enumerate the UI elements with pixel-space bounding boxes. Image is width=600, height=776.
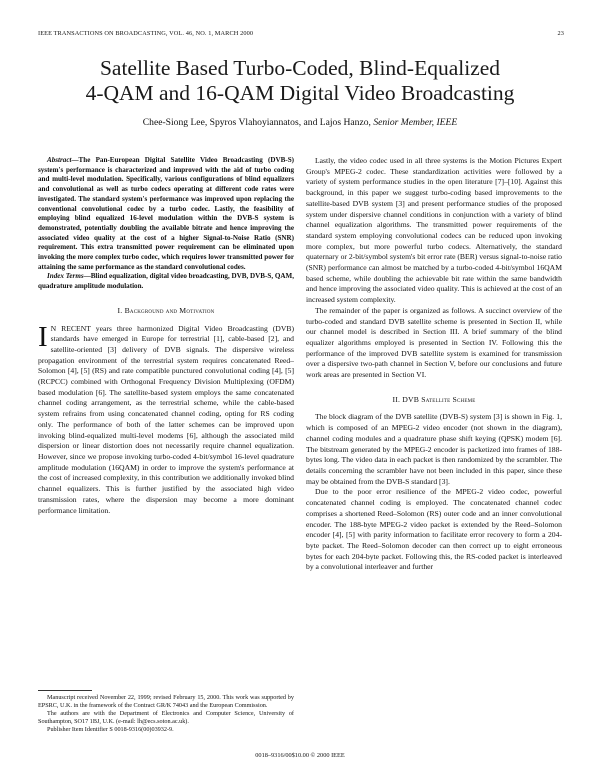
footnote-affiliation: The authors are with the Department of Electronics and Computer Science, University of Southampton, SO17 1BJ, U.K. (e-mail: lh@ecs.soton.ac.uk).	[38, 710, 294, 726]
journal-name: IEEE TRANSACTIONS ON BROADCASTING, VOL. 46, NO. 1, MARCH 2000	[38, 30, 254, 37]
section-2-paragraph-1: The block diagram of the DVB satellite (DVB-S) system [3] is shown in Fig. 1, which is composed of an MPEG-2 video encoder (not shown in the diagram), channel coding modules and a quadrature phase shift keying (QPSK) modem [6]. The bitstream generated by the MPEG-2 encoder is packetized into frames of 188-bytes long. The video data in each packet is then randomized by the scrambler. The details concerning the scrambler have not been included in this paper, since these may be obtained from the DVB-S standard [3].	[306, 412, 562, 486]
footnote-identifier: Publisher Item Identifier S 0018-9316(00)03932-9.	[47, 726, 174, 734]
abstract-lead: Abstract	[47, 156, 72, 164]
author-names: Chee-Siong Lee, Spyros Vlahoyiannatos, and Lajos Hanzo,	[142, 117, 371, 128]
drop-cap: I	[38, 320, 48, 353]
title-line-1: Satellite Based Turbo-Coded, Blind-Equalized	[99, 56, 501, 80]
title-line-2: 4-QAM and 16-QAM Digital Video Broadcasting	[85, 81, 515, 105]
section-2-heading	[306, 395, 562, 406]
index-terms	[38, 272, 294, 291]
section-2-title: DVB Satellite Scheme	[402, 394, 476, 404]
section-1-paragraph-1-text: N RECENT years three harmonized Digital Video Broadcasting (DVB) standards have emerged in Europe for terrestrial [1], cable-based [2], and satellite-oriented [3] delivery of DVB signals. The dispersive wireless propagation environment of the terrestrial system requires concatenated Reed–Solomon [4], [5] (RS) and rate compatible punctured convolutional coding [4], [5] (RCPCC) combined with Orthogonal Frequency Division Multiplexing (OFDM) based modulation [6]. The satellite-based system employs the same concatenated channel coding arrangement, as the terrestrial scheme, while the cable-based system refrains from using concatenated channel coding, opting for RS coding only. The performance of both of the latter schemes can be improved upon invoking blind-equalized multi-level modems [6], although the associated mild dispersion or linear distortion does not necessarily require channel equalization. However, since we propose invoking turbo-coded 4-bit/symbol 16-level quadrature amplitude modulation (16QAM) in order to improve the system's performance at the cost of increased complexity, in this contribution we additionally invoked blind channel equalizers. This is further justified by the associated high video transmission rates, where the dispersion may become a more dominant performance limitation.	[38, 323, 294, 515]
author-line	[30, 117, 570, 128]
left-column	[38, 156, 294, 516]
section-1-title: Background and Motivation	[124, 305, 215, 315]
paper-title	[30, 56, 570, 106]
footnote-rule	[38, 690, 92, 691]
page-number: 23	[557, 30, 564, 37]
footnotes	[38, 690, 294, 734]
abstract-text: —The Pan-European Digital Satellite Video Broadcasting (DVB-S) system's performance is characterized and improved with the aid of turbo coding and multi-level modulation. Specifically, various configurations of blind equalizers and convolutional as well as turbo codecs operating at different code rates were investigated. The standard system's performance was improved upon replacing the conventional convolutional codec by a turbo codec. Lastly, the feasibility of employing blind equalized 16-level modulation within the DVB-S system is demonstrated, potentially doubling the available bitrate and hence improving the associated video quality at the cost of a higher Signal-to-Noise Ratio (SNR) requirement. This extra transmitted power requirement can be eliminated upon invoking the more complex turbo codec, which requires lower transmitted power for attaining the same performance as the standard convolutional codes.	[38, 156, 294, 271]
right-column	[306, 156, 562, 573]
section-1-paragraph-2: Lastly, the video codec used in all three systems is the Motion Pictures Expert Group's MPEG-2 codec. These standardization activities were followed by a variety of system performance studies in the open literature [7]–[10]. Against this background, in this paper we suggest turbo-coding based improvements to the satellite-based DVB system [3] and present performance studies of the proposed system under dispersive channel conditions in conjunction with a variety of blind channel equalization algorithms. The transmitted power requirements of the standard system employing convolutional codecs can be reduced upon invoking more complex, but more powerful turbo codecs. Alternatively, the standard quaternary or 2-bit/symbol system's bit error rate (BER) versus signal-to-noise ratio (SNR) performance can almost be matched by a turbo-coded 4-bit/symbol 16QAM based scheme, while doubling the achievable bit rate within the same bandwidth and hence improving the associated video quality. This is achieved at the cost of an increased system complexity.	[306, 156, 563, 305]
index-terms-text: —Blind equalization, digital video broadcasting, DVB, DVB-S, QAM, quadrature amplitude modulation.	[38, 272, 295, 291]
running-head	[38, 30, 564, 37]
section-2-number: II.	[392, 394, 401, 404]
section-1-paragraph-3: The remainder of the paper is organized as follows. A succinct overview of the turbo-coded and standard DVB satellite scheme is presented in Section II, while our channel model is described in Section III. A brief summary of the blind equalizer algorithms employed is presented in Section IV. Following this the performance of the improved DVB satellite system is examined for transmission over a dispersive two-path channel in Section V, before our conclusions and future work areas are presented in Section VI.	[306, 305, 562, 380]
section-2-paragraph-2: Due to the poor error resilience of the MPEG-2 video codec, powerful concatenated channel coding is employed. The concatenated channel codec comprises a shortened Reed–Solomon (RS) outer code and an inner convolutional encoder. The 188-byte MPEG-2 video packet is extended by the Reed–Solomon encoder [4], [5] with parity information to facilitate error recovery to form a 204-byte packet. The Reed–Solomon decoder can then correct up to eight erroneous bytes for each 204-byte packet. Following this, the RS-coded packet is interleaved by a convolutional interleaver and further	[306, 487, 562, 572]
copyright-line: 0018–9316/00$10.00 © 2000 IEEE	[255, 752, 345, 759]
section-1-paragraph-1	[38, 320, 294, 517]
author-grade: Senior Member, IEEE	[373, 117, 458, 128]
section-1-heading	[38, 306, 294, 317]
abstract	[38, 156, 294, 272]
section-1-number: I.	[117, 305, 123, 315]
footnote-received: Manuscript received November 22, 1999; revised February 15, 2000. This work was supported by EPSRC, U.K. in the framework of the Contract GR/K 74043 and the European Commission.	[38, 694, 294, 710]
index-terms-lead: Index Terms	[47, 272, 84, 281]
